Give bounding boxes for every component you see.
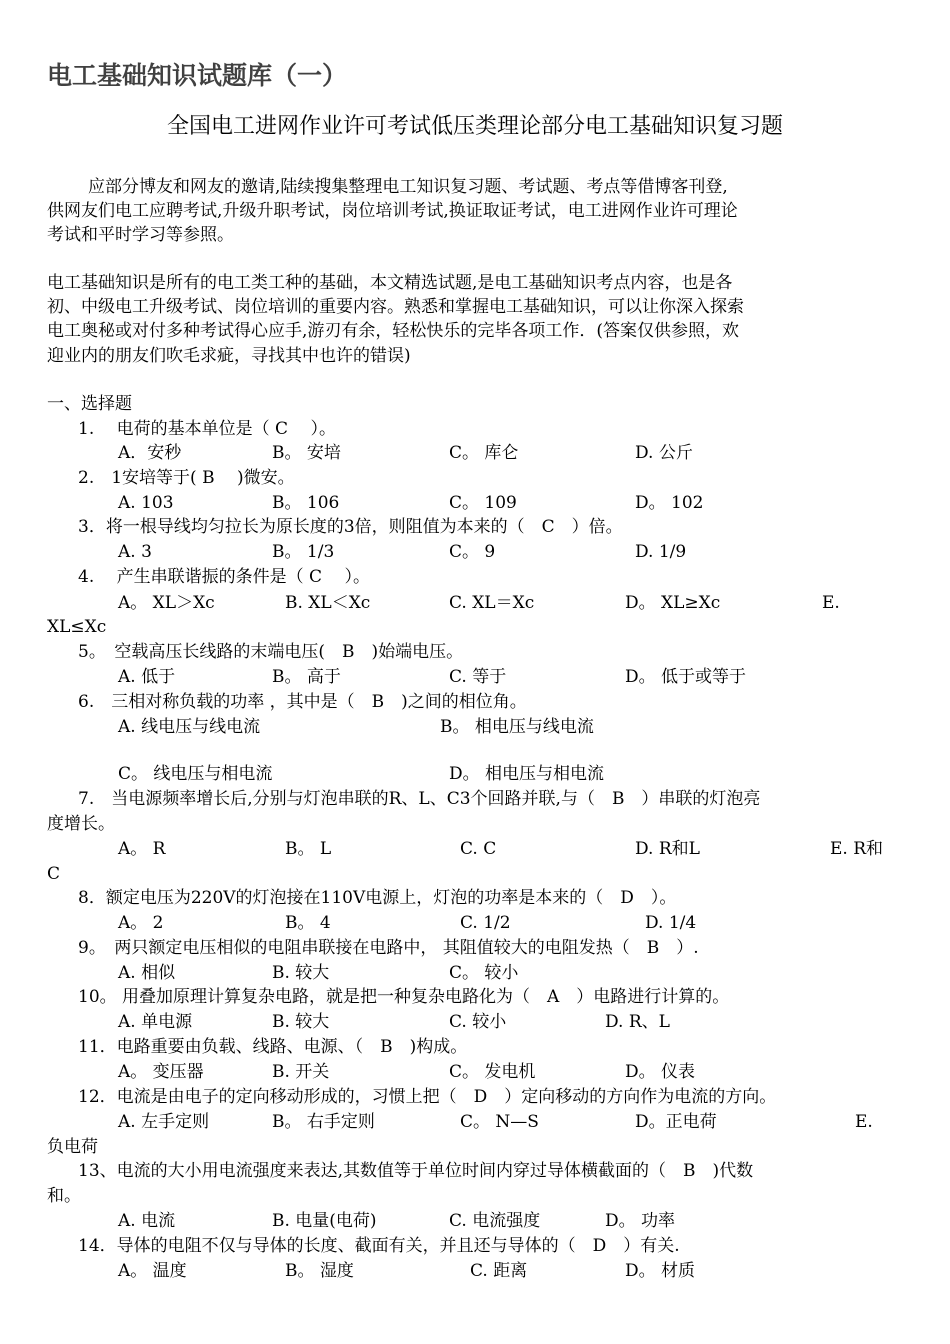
option: C。 库仑 <box>449 443 519 463</box>
question-text: 5。 空载高压长线路的末端电压( B )始端电压。 <box>78 642 464 662</box>
option: A。 XL＞Xc <box>118 593 215 613</box>
option: D。 功率 <box>605 1211 676 1231</box>
question-text: 7. 当电源频率增长后,分别与灯泡串联的R、L、C3个回路并联,与（ B ）串联的灯泡亮 <box>78 789 761 809</box>
question-text: 11．电路重要由负载、线路、电源、（ B )构成。 <box>78 1037 468 1057</box>
option: C. 等于 <box>449 667 507 687</box>
question-text: 8．额定电压为220V的灯泡接在110V电源上，灯泡的功率是本来的（ D ）。 <box>78 888 677 908</box>
option: C。 N—S <box>460 1112 539 1132</box>
intro-line: 考试和平时学习等参照。 <box>47 225 234 245</box>
option: A. 103 <box>118 493 174 513</box>
option: B。 高于 <box>272 667 341 687</box>
option: C. 距离 <box>470 1261 528 1281</box>
option: E. <box>822 593 840 613</box>
option: B. 开关 <box>272 1062 330 1082</box>
option: A. 3 <box>118 542 152 562</box>
option: A。 R <box>118 839 166 859</box>
option: B. 较大 <box>272 1012 330 1032</box>
intro-line: 应部分博友和网友的邀请,陆续搜集整理电工知识复习题、考试题、考点等借博客刊登, <box>88 177 728 197</box>
option: D。 仪表 <box>625 1062 696 1082</box>
option: C. 电流强度 <box>449 1211 541 1231</box>
option: B. 电量(电荷) <box>272 1211 377 1231</box>
question-text: 1. 电荷的基本单位是（ C ）。 <box>78 419 336 439</box>
option: D. 1/4 <box>645 913 697 933</box>
option: C。 较小 <box>449 963 519 983</box>
question-text-cont: 和。 <box>47 1186 81 1206</box>
option: C。 9 <box>449 542 496 562</box>
option: A. 左手定则 <box>118 1112 210 1132</box>
option: B。 湿度 <box>285 1261 354 1281</box>
option: A. 线电压与线电流 <box>118 717 261 737</box>
option: C。 109 <box>449 493 517 513</box>
intro2-line: 电工奥秘或对付多种考试得心应手,游刃有余，轻松快乐的完毕各项工作．(答案仅供参照，欢 <box>47 321 740 341</box>
question-text: 12．电流是由电子的定向移动形成的，习惯上把（ D ）定向移动的方向作为电流的方向。 <box>78 1087 777 1107</box>
option: D. 公斤 <box>635 443 693 463</box>
option: D。 102 <box>635 493 704 513</box>
section-heading: 一、选择题 <box>47 394 132 414</box>
option: D. R和L <box>635 839 700 859</box>
option-wrap: 负电荷 <box>47 1137 98 1157</box>
option: A。 温度 <box>118 1261 187 1281</box>
option-wrap: C <box>47 864 61 884</box>
option: C. 1/2 <box>460 913 511 933</box>
option: B。 相电压与线电流 <box>440 717 594 737</box>
option: D。正电荷 <box>635 1112 717 1132</box>
question-text: 2. 1安培等于( B )微安。 <box>78 468 295 488</box>
option: D。 低于或等于 <box>625 667 747 687</box>
question-text: 9。 两只额定电压相似的电阻串联接在电路中， 其阻值较大的电阻发热（ B ）. <box>78 938 699 958</box>
option: A。 2 <box>118 913 164 933</box>
intro2-line: 电工基础知识是所有的电工类工种的基础，本文精选试题,是电工基础知识考点内容，也是各 <box>47 273 733 293</box>
option: D. R、L <box>605 1012 670 1032</box>
option: B。 右手定则 <box>272 1112 375 1132</box>
option: C。 线电压与相电流 <box>118 764 273 784</box>
option: B。 L <box>285 839 332 859</box>
question-text: 3．将一根导线均匀拉长为原长度的3倍，则阻值为本来的（ C ）倍。 <box>78 517 623 537</box>
question-text-cont: 度增长。 <box>47 814 115 834</box>
option: C. 较小 <box>449 1012 507 1032</box>
question-text: 6. 三相对称负载的功率 ，其中是（ B )之间的相位角。 <box>78 692 527 712</box>
option: C. XL＝Xc <box>449 593 535 613</box>
option: D。 相电压与相电流 <box>449 764 605 784</box>
option: B. XL＜Xc <box>285 593 371 613</box>
option: C。 发电机 <box>449 1062 536 1082</box>
question-text: 14．导体的电阻不仅与导体的长度、截面有关，并且还与导体的（ D ）有关. <box>78 1236 680 1256</box>
option: A. 电流 <box>118 1211 176 1231</box>
question-text: 4. 产生串联谐振的条件是（ C ）。 <box>78 567 370 587</box>
option: D。 材质 <box>625 1261 696 1281</box>
question-text: 13、电流的大小用电流强度来表达,其数值等于单位时间内穿过导体横截面的（ B )代数 <box>78 1161 754 1181</box>
page-title: 电工基础知识试题库（一） <box>47 61 348 90</box>
intro2-line: 初、中级电工升级考试、岗位培训的重要内容。熟悉和掌握电工基础知识，可以让你深入探索 <box>47 297 744 317</box>
option: B。 4 <box>285 913 331 933</box>
option: A. 相似 <box>118 963 176 983</box>
option: A．安秒 <box>118 443 182 463</box>
option: B。 106 <box>272 493 340 513</box>
option-wrap: XL≤Xc <box>47 617 107 637</box>
option: A. 单电源 <box>118 1012 193 1032</box>
option: A。 变压器 <box>118 1062 204 1082</box>
intro-line: 供网友们电工应聘考试,升级升职考试，岗位培训考试,换证取证考试，电工进网作业许可理论 <box>47 201 738 221</box>
option: D. 1/9 <box>635 542 687 562</box>
option: B。 1/3 <box>272 542 335 562</box>
option: A. 低于 <box>118 667 176 687</box>
option: C. C <box>460 839 497 859</box>
option: E. <box>855 1112 873 1132</box>
page-subtitle: 全国电工进网作业许可考试低压类理论部分电工基础知识复习题 <box>166 114 783 139</box>
option: E. R和 <box>830 839 884 859</box>
option: B. 较大 <box>272 963 330 983</box>
intro2-line: 迎业内的朋友们吹毛求疵，寻找其中也许的错误) <box>47 346 411 366</box>
question-text: 10。 用叠加原理计算复杂电路，就是把一种复杂电路化为（ A ）电路进行计算的。 <box>78 987 730 1007</box>
option: D。 XL≥Xc <box>625 593 721 613</box>
option: B。 安培 <box>272 443 341 463</box>
